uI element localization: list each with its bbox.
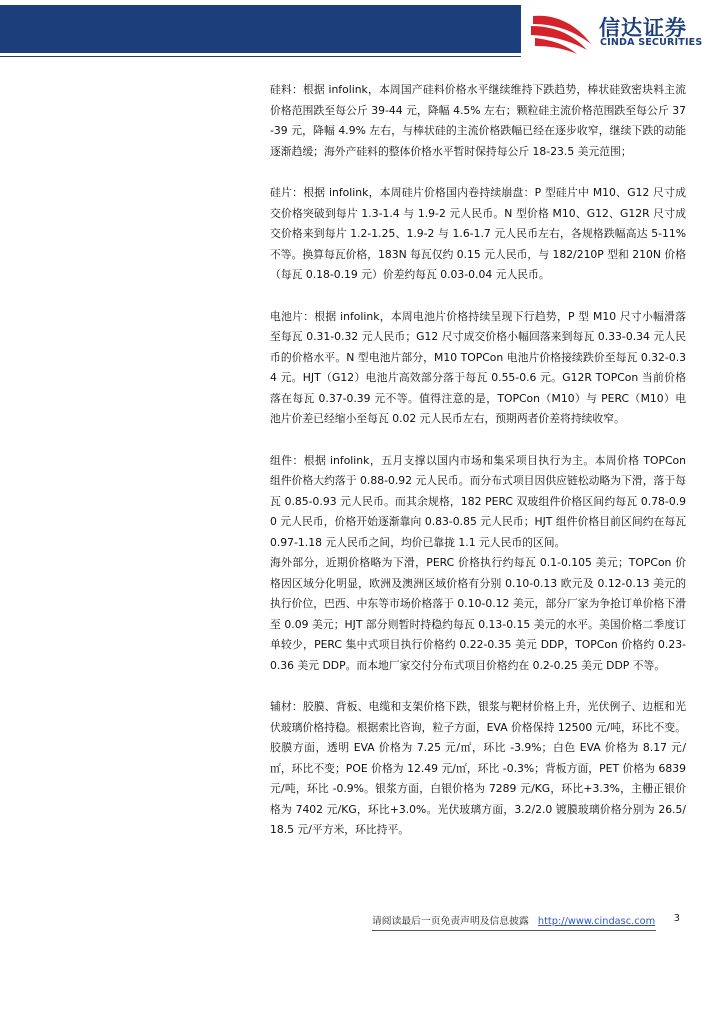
paragraph-module: 组件：根据 infolink，五月支撑以国内市场和集采项目执行为主。本周价格 TOPCon 组件价格大约落于 0.88-0.92 元人民币。而分布式项目因供应链松动略为下滑，落于每瓦 0.85-0.93 元人民币。而其余规格，182 PERC 双玻组件价格区间约每瓦 0.78-0.90 元人民币，价格开始逐渐靠向 0.83-0.85 元人民币；HJT 组件价格目前区间约在每瓦 0.97-1.18 元人民币之间，均价已靠拢 1.1 元人民币的区间。 [270, 453, 686, 549]
header-banner [0, 5, 521, 53]
paragraph-cell: 电池片：根据 infolink，本周电池片价格持续呈现下行趋势，P 型 M10 尺寸小幅滑落至每瓦 0.31-0.32 元人民币；G12 尺寸成交价格小幅回落来到每瓦 0.33-0.34 元人民币的价格水平。N 型电池片部分，M10 TOPCon 电池片价格接续跌价至每瓦 0.32-0.34 元。HJT（G12）电池片高效部分落于每瓦 0.55-0.6 元。G12R TOPCon 当前价格落在每瓦 0.37-0.39 元不等。值得注意的是，TOPCon（M10）与 PERC（M10）电池片价差已经缩小至每瓦 0.02 元人民币左右，预期两者价差将持续收窄。 [270, 309, 686, 425]
footer-divider [372, 930, 656, 931]
header-divider [0, 56, 521, 57]
paragraph-overseas-module: 海外部分，近期价格略为下滑，PERC 价格执行约每瓦 0.1-0.105 美元；TOPCon 价格因区域分化明显，欧洲及澳洲区域价格有分别 0.10-0.13 欧元及 0.12-0.13 美元的执行价位，巴西、中东等市场价格落于 0.10-0.12 美元，部分厂家为争抢订单价格下滑至 0.09 美元；HJT 部分则暂时持稳约每瓦 0.13-0.15 美元的水平。美国价格二季度订单较少，PERC 集中式项目执行价格约 0.22-0.35 美元 DDP，TOPCon 价格约 0.23-0.36 美元 DDP。而本地厂家交付分布式项目价格约在 0.2-0.25 美元 DDP 不等。 [270, 556, 686, 672]
page-footer [372, 913, 680, 927]
page-number: 3 [673, 913, 680, 924]
paragraph-silicon-material: 硅料：根据 infolink，本周国产硅料价格水平继续维持下跌趋势，棒状硅致密块料主流价格范围跌至每公斤 39-44 元，降幅 4.5% 左右；颗粒硅主流价格范围跌至每公斤 37-39 元，降幅 4.9% 左右，与棒状硅的主流价格跌幅已经在逐步收窄，继续下跌的动能逐渐趋缓；海外产硅料的整体价格水平暂时保持每公斤 18-23.5 美元范围； [270, 83, 686, 158]
brand-name-cn: 信达证券 [599, 16, 687, 40]
footer-disclaimer: 请阅读最后一页免责声明及信息披露 [372, 916, 529, 927]
footer-website-link[interactable]: http://www.cindasc.com [537, 916, 656, 927]
company-logo [529, 10, 719, 58]
swirl-logo-icon [529, 10, 595, 56]
report-body [270, 80, 686, 862]
paragraph-wafer: 硅片：根据 infolink，本周硅片价格国内卷持续崩盘：P 型硅片中 M10、G12 尺寸成交价格突破到每片 1.3-1.4 与 1.9-2 元人民币。N 型价格 M10、G12、G12R 尺寸成交价格来到每片 1.2-1.25、1.9-2 与 1.6-1.7 元人民币左右，各规格跌幅高达 5-11% 不等。换算每瓦价格，183N 每瓦仅约 0.15 元人民币，与 182/210P 型和 210N 价格（每瓦 0.18-0.19 元）价差约每瓦 0.03-0.04 元人民币。 [270, 186, 686, 281]
paragraph-auxiliary-materials: 辅材：胶膜、背板、电缆和支架价格下跌，银浆与靶材价格上升，光伏例子、边框和光伏玻璃价格持稳。根据索比咨询，粒子方面，EVA 价格保持 12500 元/吨，环比不变。胶膜方面，透明 EVA 价格为 7.25 元/㎡，环比 -3.9%；白色 EVA 价格为 8.17 元/㎡，环比不变；POE 价格为 12.49 元/㎡，环比 -0.3%；背板方面，PET 价格为 6839 元/吨，环比 -0.9%。银浆方面，白银价格为 7289 元/KG，环比+3.3%，主栅正银价格为 7402 元/KG，环比+3.0%。光伏玻璃方面，3.2/2.0 镀膜玻璃价格分别为 26.5/18.5 元/平方米，环比持平。 [270, 700, 686, 836]
brand-name-en: CINDA SECURITIES [600, 37, 703, 48]
